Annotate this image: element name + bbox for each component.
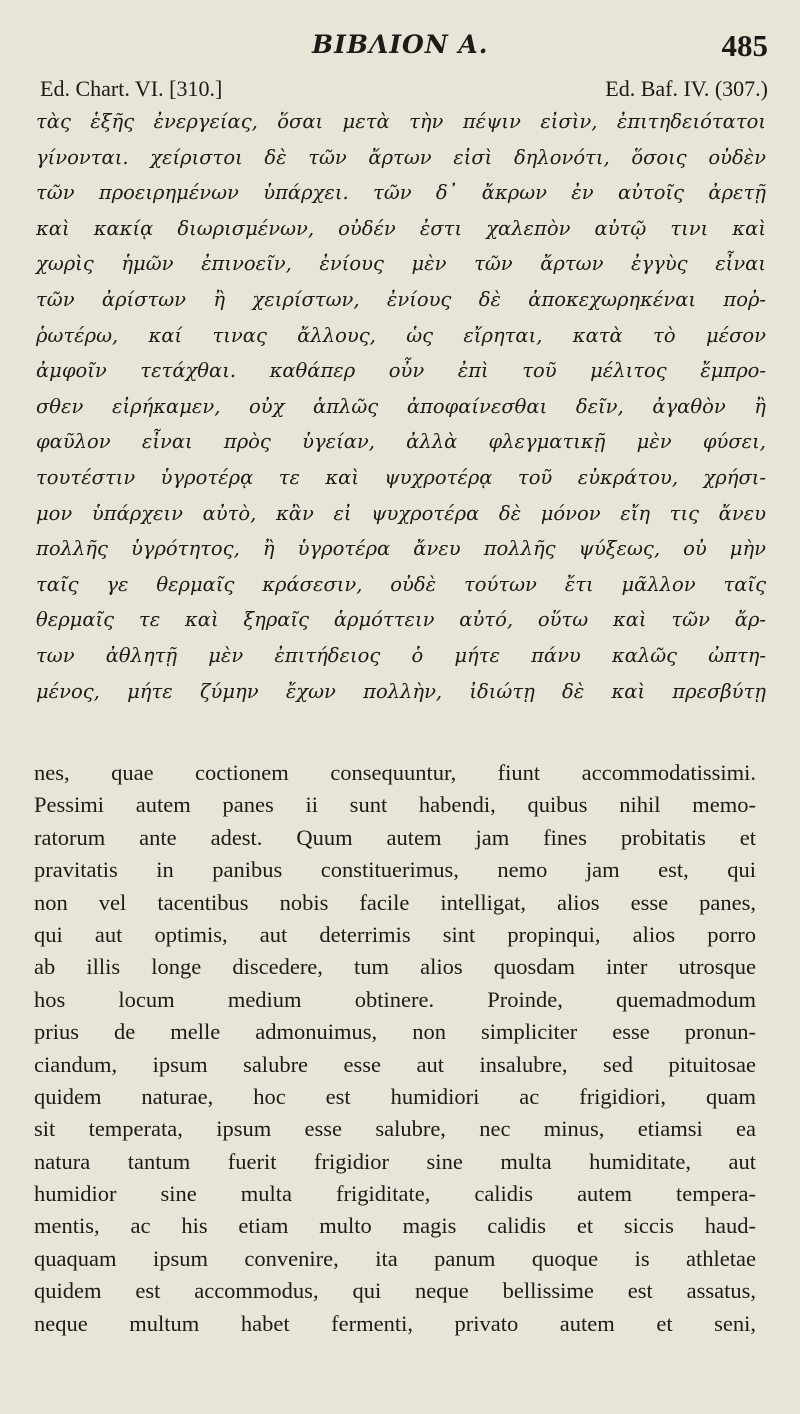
edition-chartier-reference: Ed. Chart. VI. [310.] <box>40 76 223 101</box>
greek-line: τῶν ἀρίστων ἢ χειρίστων, ἐνίους δὲ ἀποκεχωρηκέναι ποῤ- <box>36 287 766 311</box>
latin-line: sit temperata, ipsum esse salubre, nec minus, etiamsi ea <box>34 1116 756 1142</box>
latin-line: nes, quae coctionem consequuntur, fiunt accommodatissimi. <box>34 760 756 785</box>
greek-line: μένος, μήτε ζύμην ἔχων πολλὴν, ἰδιώτῃ δὲ καὶ πρεσβύτῃ <box>36 679 766 703</box>
latin-line: quidem est accommodus, qui neque bellissime est assatus, <box>34 1278 756 1304</box>
latin-text-block <box>34 757 756 1340</box>
greek-line: τουτέστιν ὑγροτέρᾳ τε καὶ ψυχροτέρᾳ τοῦ εὐκράτου, χρήσι- <box>36 465 766 489</box>
edition-references <box>40 76 768 106</box>
greek-line: ῥωτέρω, καί τινας ἄλλους, ὡς εἴρηται, κατὰ τὸ μέσον <box>36 323 766 347</box>
latin-line: neque multum habet fermenti, privato autem et seni, <box>34 1310 756 1336</box>
greek-line: τὰς ἑξῆς ἐνεργείας, ὅσαι μετὰ τὴν πέψιν εἰσὶν, ἐπιτηδειότατοι <box>36 110 766 133</box>
greek-line: χωρὶς ἡμῶν ἐπινοεῖν, ἐνίους μὲν τῶν ἄρτων ἐγγὺς εἶναι <box>36 252 766 276</box>
greek-line: μον ὑπάρχειν αὐτὸ, κἂν εἰ ψυχροτέρα δὲ μόνον εἴη τις ἄνευ <box>36 501 766 525</box>
running-head <box>0 28 800 68</box>
latin-line: non vel tacentibus nobis facile intelligat, alios esse panes, <box>34 889 756 915</box>
greek-line: των ἀθλητῇ μὲν ἐπιτήδειος ὁ μήτε πάνυ καλῶς ὠπτη- <box>36 643 766 667</box>
latin-line: natura tantum fuerit frigidior sine multa humiditate, aut <box>34 1148 756 1174</box>
latin-line: ab illis longe discedere, tum alios quosdam inter utrosque <box>34 954 756 980</box>
latin-line: quidem naturae, hoc est humidiori ac frigidiori, quam <box>34 1083 756 1109</box>
greek-line: τῶν προειρημένων ὑπάρχει. τῶν δ᾽ ἄκρων ἐν αὐτοῖς ἀρετῇ <box>36 181 766 205</box>
greek-line: θερμαῖς τε καὶ ξηραῖς ἁρμόττειν αὐτό, οὕτω καὶ τῶν ἄρ- <box>36 608 766 632</box>
greek-line: γίνονται. χείριστοι δὲ τῶν ἄρτων εἰσὶ δηλονότι, ὅσοις οὐδὲν <box>36 145 766 169</box>
running-title: ΒΙΒΛΙΟΝ Α. <box>312 30 489 59</box>
greek-line: σθεν εἰρήκαμεν, οὐχ ἁπλῶς ἀποφαίνεσθαι δεῖν, ἀγαθὸν ἢ <box>36 394 766 418</box>
latin-line: Pessimi autem panes ii sunt habendi, quibus nihil memo- <box>34 792 756 818</box>
greek-line: ταῖς γε θερμαῖς κράσεσιν, οὐδὲ τούτων ἔτι μᾶλλον ταῖς <box>36 572 766 596</box>
latin-line: mentis, ac his etiam multo magis calidis et siccis haud- <box>34 1213 756 1239</box>
greek-text-block <box>36 104 766 709</box>
greek-line: φαῦλον εἶναι πρὸς ὑγείαν, ἀλλὰ φλεγματικῇ μὲν φύσει, <box>36 430 766 454</box>
latin-line: ciandum, ipsum salubre esse aut insalubre, sed pituitosae <box>34 1051 756 1077</box>
latin-line: humidior sine multa frigiditate, calidis autem tempera- <box>34 1181 756 1207</box>
edition-basel-reference: Ed. Baf. IV. (307.) <box>605 76 768 101</box>
greek-line: πολλῆς ὑγρότητος, ἢ ὑγροτέρα ἄνευ πολλῆς ψύξεως, οὐ μὴν <box>36 537 766 561</box>
greek-line: ἀμφοῖν τετάχθαι. καθάπερ οὖν ἐπὶ τοῦ μέλιτος ἔμπρο- <box>36 359 766 383</box>
latin-line: prius de melle admonuimus, non simpliciter esse pronun- <box>34 1019 756 1045</box>
page-number: 485 <box>721 28 768 63</box>
greek-line: καὶ κακίᾳ διωρισμένων, οὐδέν ἐστι χαλεπὸν αὐτῷ τινι καὶ <box>36 216 766 240</box>
latin-line: ratorum ante adest. Quum autem jam fines probitatis et <box>34 824 756 850</box>
latin-line: pravitatis in panibus constituerimus, nemo jam est, qui <box>34 857 756 883</box>
latin-line: quaquam ipsum convenire, ita panum quoque is athletae <box>34 1245 756 1271</box>
latin-line: qui aut optimis, aut deterrimis sint propinqui, alios porro <box>34 921 756 947</box>
latin-line: hos locum medium obtinere. Proinde, quemadmodum <box>34 986 756 1012</box>
